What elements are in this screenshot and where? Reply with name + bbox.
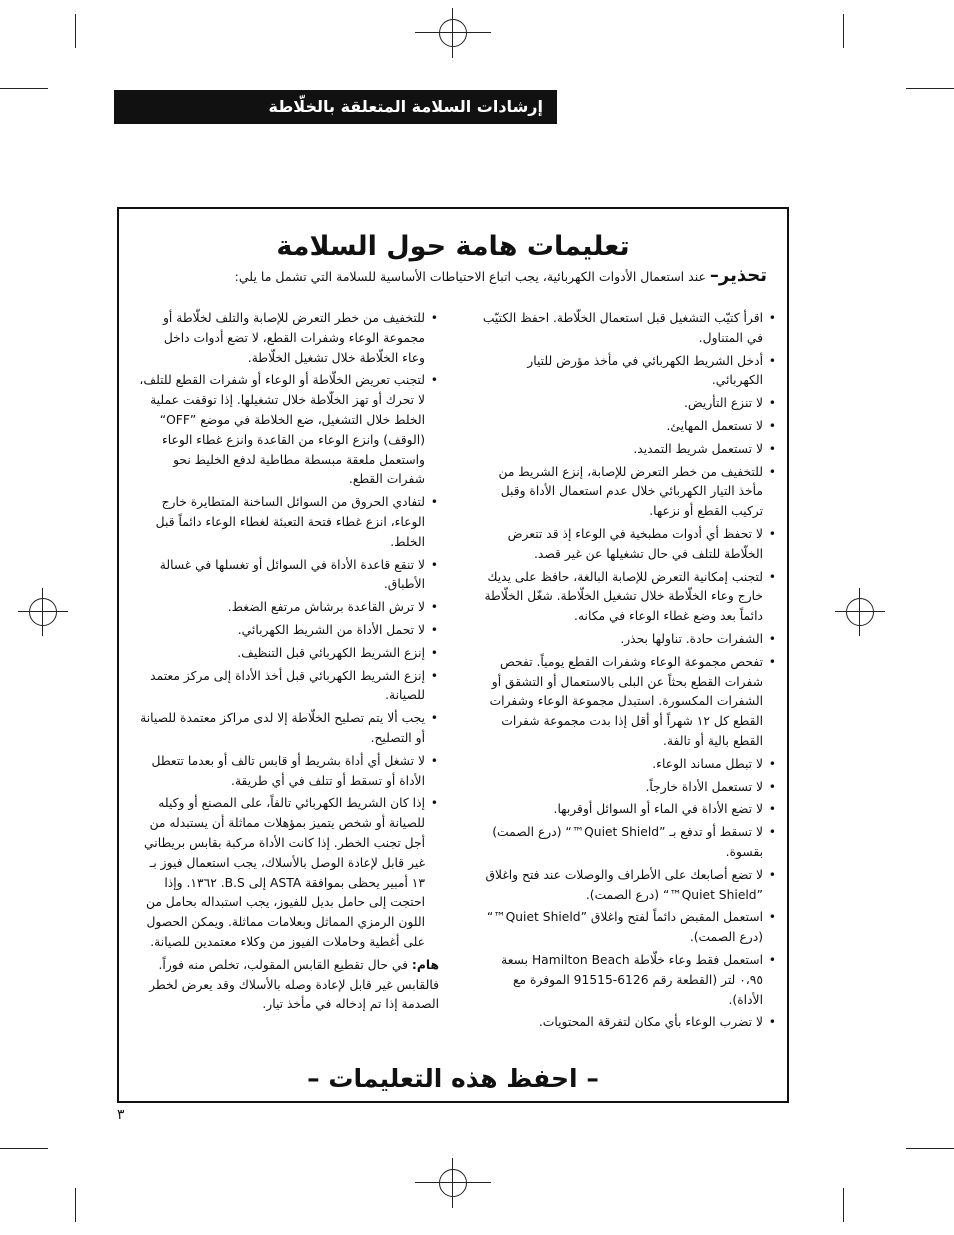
list-item: • إذا كان الشريط الكهربائي تالفاً، على المصنع أو وكيله للصيانة أو شخص يتميز بمؤهلات مماثلة أن يستبدله من أجل تجنب الخطر. إذا كانت الأداة مركبة بقابس بريطاني غير قابل لإعادة الوصل بالأسلاك، يجب استعمال فيوز بـ ١٣ أمبير يحظى بموافقة ASTA إلى B.S. ١٣٦٢. وإذا احتجت إلى حامل بديل للفيوز، يجب استبداله بحامل من اللون الرمزي المماثل وبعلامات مماثلة. ويمكن الحصول على أغطية وحاملات الفيوز من وكلاء معتمدين للصيانة. <box>139 794 425 952</box>
list-item: • الشفرات حادة. تناولها بحذر. <box>477 630 763 650</box>
list-item: • لا تستعمل شريط التمديد. <box>477 440 763 460</box>
list-item: • اقرأ كتيّب التشغيل قبل استعمال الخلّاطة. احفظ الكتيّب في المتناول. <box>477 309 763 349</box>
section-header: إرشادات السلامة المتعلقة بالخلّاطة <box>114 90 557 124</box>
list-item: • استعمل فقط وعاء خلّاطة Hamilton Beach بسعة ٠،٩٥ لتر (القطعة رقم 6126-91515 الموفرة مع الأداة). <box>477 951 763 1010</box>
registration-line <box>452 8 453 58</box>
page-title: تعليمات هامة حول السلامة <box>276 231 630 262</box>
list-item: • يجب ألا يتم تصليح الخلّاطة إلا لدى مراكز معتمدة للصيانة أو التصليح. <box>139 709 425 749</box>
registration-line <box>42 588 43 636</box>
list-item: • لا تستعمل المهايئ. <box>477 417 763 437</box>
list-item: • للتخفيف من خطر التعرض للإصابة، إنزع الشريط من مأخذ التيار الكهربائي خلال عدم استعمال الأداة وقبل تركيب القطع أو نزعها. <box>477 463 763 522</box>
crop-mark <box>906 1148 954 1149</box>
registration-mark-icon <box>29 598 57 626</box>
list-item: • إنزع الشريط الكهربائي قبل التنظيف. <box>139 644 425 664</box>
crop-mark <box>0 1148 48 1149</box>
list-item: • لا تضع الأداة في الماء أو السوائل أوقربها. <box>477 800 763 820</box>
list-item: • إنزع الشريط الكهربائي قبل أخذ الأداة إلى مركز معتمد للصيانة. <box>139 667 425 707</box>
crop-mark <box>906 88 954 89</box>
registration-line <box>835 611 885 612</box>
list-item: • لا تحفظ أي أدوات مطبخية في الوعاء إذ قد تتعرض الخلّاطة للتلف في حال تشغيلها عن غير قصد. <box>477 525 763 565</box>
list-item: • لا تستعمل الأداة خارجاً. <box>477 778 763 798</box>
list-item: • لا تبطل مساند الوعاء. <box>477 755 763 775</box>
warning-text: عند استعمال الأدوات الكهربائية، يجب اتباع الاحتياطات الأساسية للسلامة التي تشمل ما يلي: <box>234 269 710 284</box>
registration-mark-icon <box>439 1169 467 1197</box>
left-column <box>139 309 439 1015</box>
list-item: • لا تشغل أي أداة بشريط أو قابس تالف أو بعدما تتعطل الأداة أو تسقط أو تتلف في أي طريقة. <box>139 752 425 792</box>
registration-line <box>859 588 860 636</box>
list-item: • لا تسقط أو تدفع بـ ”Quiet Shield™“ (درع الصمت) بقسوة. <box>477 823 763 863</box>
list-item: • لا تحمل الأداة من الشريط الكهربائي. <box>139 621 425 641</box>
registration-line <box>18 611 68 612</box>
registration-line <box>415 1182 491 1183</box>
list-item: • لا تنزع التأريض. <box>477 394 763 414</box>
right-column <box>477 309 777 1036</box>
crop-mark <box>75 14 76 48</box>
registration-mark-icon <box>439 19 467 47</box>
important-text: في حال تقطيع القابس المقولب، تخلص منه فوراً. فالقابس غير قابل لإعادة وصله بالأسلاك وقد يعرض لخطر الصدمة إذا تم إدخاله في مأخذ تيار. <box>149 957 439 1012</box>
list-item: • أدخل الشريط الكهربائي في مأخذ مؤرض للتيار الكهربائي. <box>477 352 763 392</box>
crop-mark <box>75 1188 76 1222</box>
list-item: • لتجنب تعريض الخلّاطة أو الوعاء أو شفرات القطع للتلف، لا تحرك أو تهز الخلّاطة خلال تشغيلها. إذا توقفت عملية الخلط خلال التشغيل، ضع الخلاطة في موضع ”OFF“ (الوقف) وانزع الوعاء من القاعدة وانزع غطاء الوعاء واستعمل ملعقة مبسطة مطاطية لدفع الخليط نحو شفرات القطع. <box>139 371 425 490</box>
warning-intro <box>129 265 767 286</box>
crop-mark <box>0 88 48 89</box>
list-item: • للتخفيف من خطر التعرض للإصابة والتلف لخلّاطة أو مجموعة الوعاء وشفرات القطع، لا تضع أدوات داخل وعاء الخلّاطة خلال تشغيل الخلّاطة. <box>139 309 425 368</box>
list-item: • لتفادي الحروق من السوائل الساخنة المتطايرة خارج الوعاء، انزع غطاء فتحة التعبئة لغطاء الوعاء دائماً قبل الخلط. <box>139 493 425 552</box>
list-item: • لتجنب إمكانية التعرض للإصابة البالغة، حافظ على يديك خارج وعاء الخلّاطة خلال تشغيل الخلّاطة. شغّل الخلّاطة دائماً بعد وضع غطاء الوعاء في مكانه. <box>477 568 763 627</box>
save-instructions-footer: – احفظ هذه التعليمات – <box>307 1064 599 1093</box>
list-item: • لا ترش القاعدة برشاش مرتفع الضغط. <box>139 598 425 618</box>
important-note <box>139 956 439 1015</box>
crop-mark <box>843 1188 844 1222</box>
list-item: • لا تضرب الوعاء بأي مكان لتفرقة المحتويات. <box>477 1013 763 1033</box>
registration-line <box>415 32 491 33</box>
safety-box <box>117 207 789 1103</box>
list-item: • استعمل المقبض دائماً لفتح واغلاق ”Quiet Shield™“ (درع الصمت). <box>477 908 763 948</box>
important-label: هام: <box>411 957 439 972</box>
list-item: • لا تنقع قاعدة الأداة في السوائل أو تغسلها في غسالة الأطباق. <box>139 556 425 596</box>
list-item: • لا تضع أصابعك على الأطراف والوصلات عند فتح واغلاق ”Quiet Shield™“ (درع الصمت). <box>477 866 763 906</box>
crop-mark <box>843 14 844 48</box>
list-item: • تفحص مجموعة الوعاء وشفرات القطع يومياً. تفحص شفرات القطع بحثاً عن البلى بالاستعمال أو التشقق أو الشفرات المكسورة. استبدل مجموعة الوعاء وشفرات القطع كل ١٢ شهراً أو أقل إذا بدت مجموعة شفرات القطع بالية أو تالفة. <box>477 653 763 752</box>
registration-line <box>452 1158 453 1208</box>
warning-label: تحذير– <box>709 265 767 286</box>
registration-mark-icon <box>846 598 874 626</box>
page-number: ٣ <box>117 1107 125 1123</box>
